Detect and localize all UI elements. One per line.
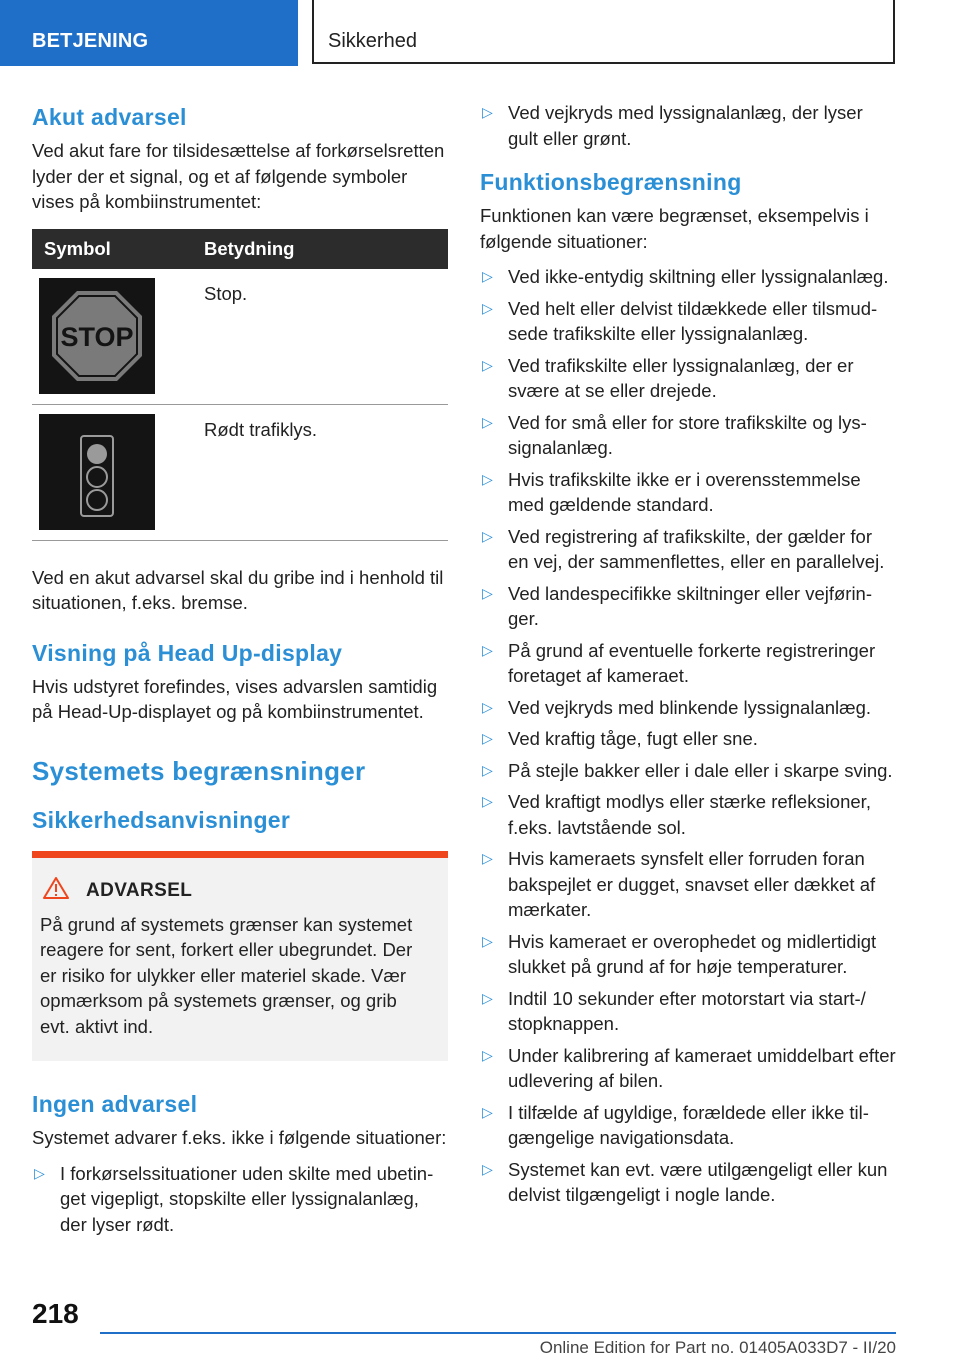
- paragraph-function-limits: Funktionen kan være begrænset, eksempelvis i følgende situationer:: [480, 205, 869, 252]
- footer-divider: [100, 1332, 896, 1334]
- list-item: ▷ Ved kraftigt modlys eller stærke refleksioner, f.eks. lavtstående sol.: [482, 791, 871, 838]
- triangle-bullet-icon: ▷: [482, 356, 493, 373]
- right-column: [480, 100, 896, 1214]
- paragraph-hud: Hvis udstyret forefindes, vises advarslen samtidig på Head-Up-displayet og på kombiinstrumentet.: [32, 675, 438, 722]
- list-item: ▷ Hvis kameraets synsfelt eller forruden foran bakspejlet er dugget, snavset eller dækket af mærkater.: [482, 848, 876, 920]
- list-item: ▷ Ved for små eller for store trafikskilte og lyssignalanlæg.: [482, 411, 867, 458]
- triangle-bullet-icon: ▷: [482, 989, 493, 1006]
- triangle-bullet-icon: ▷: [482, 932, 493, 949]
- triangle-bullet-icon: ▷: [482, 761, 493, 778]
- stop-sign-text: STOP: [60, 321, 134, 352]
- red-traffic-light-icon: [39, 414, 155, 530]
- list-item: ▷ Ved kraftig tåge, fugt eller sne.: [480, 726, 896, 752]
- list-item: ▷ Ved registrering af trafikskilte, der gælder for en vej, der sammenflettes, eller en parallelvej.: [482, 525, 885, 572]
- list-item: ▷ Ved helt eller delvist tildækkede eller tilsmudsede trafikskilte eller lyssignalanlæg.: [482, 297, 878, 344]
- triangle-bullet-icon: ▷: [482, 413, 493, 430]
- list-item: ▷ Ved vejkryds med lyssignalanlæg, der lyser gult eller grønt.: [482, 102, 863, 149]
- triangle-bullet-icon: ▷: [482, 527, 493, 544]
- table-row: [32, 269, 448, 405]
- triangle-bullet-icon: ▷: [482, 1160, 493, 1177]
- warning-triangle-icon: [42, 876, 72, 906]
- list-item: ▷ Under kalibrering af kameraet umiddelbart efter udlevering af bilen.: [482, 1044, 896, 1091]
- edition-text: Online Edition for Part no. 01405A033D7 - II/20: [539, 1338, 896, 1357]
- warning-box: [32, 851, 448, 1062]
- heading-hud: Visning på Head Up-display: [32, 639, 343, 666]
- warning-title: ADVARSEL: [86, 879, 193, 901]
- list-item: ▷ Ved ikke-entydig skiltning eller lyssignalanlæg.: [480, 264, 896, 290]
- function-limits-list: [480, 264, 896, 1208]
- heading-function-limits: Funktionsbegrænsning: [480, 169, 742, 195]
- heading-no-warning: Ingen advarsel: [32, 1091, 198, 1117]
- page-number: 218: [32, 1298, 79, 1329]
- column-header-meaning: Betydning: [204, 237, 295, 259]
- list-item: ▷ På grund af eventuelle forkerte registreringer foretaget af kameraet.: [482, 639, 876, 686]
- triangle-bullet-icon: ▷: [482, 850, 493, 866]
- paragraph-handle: Ved en akut advarsel skal du gribe ind i henhold til situationen, f.eks. bremse.: [32, 566, 444, 613]
- heading-system-limits: Systemets begrænsninger: [32, 755, 366, 786]
- no-warning-list: [32, 1161, 448, 1238]
- list-item: ▷ Ved vejkryds med blinkende lyssignalanlæg.: [480, 695, 896, 721]
- meaning-red-light: Rødt trafiklys.: [204, 418, 318, 440]
- section-tab: BETJENING: [0, 0, 298, 66]
- list-item: ▷ Ved landespecifikke skiltninger eller vejføringer.: [482, 582, 873, 629]
- triangle-bullet-icon: ▷: [482, 793, 493, 809]
- stop-sign-icon: [39, 278, 155, 394]
- triangle-bullet-icon: ▷: [34, 1164, 45, 1181]
- heading-safety: Sikkerhedsanvisninger: [32, 806, 291, 833]
- table-row: [32, 405, 448, 541]
- list-item: ▷ I tilfælde af ugyldige, forældede eller ikke tilgængelige navigationsdata.: [482, 1101, 869, 1148]
- heading-akut-advarsel: Akut advarsel: [32, 104, 187, 130]
- list-item: ▷ Indtil 10 sekunder efter motorstart via start-/ stopknappen.: [482, 987, 866, 1034]
- list-item: ▷ Hvis trafikskilte ikke er i overensstemmelse med gældende standard.: [482, 468, 861, 515]
- chapter-title: Sikkerhed: [312, 0, 895, 64]
- left-column: [32, 100, 448, 1243]
- warning-text: På grund af systemets grænser kan systemet reagere for sent, forkert eller ubegrundet. Der er risiko for ulykker eller materiel skade. Vær opmærksom på systemets grænser, og grib evt. aktivt ind.: [40, 913, 413, 1037]
- list-item: ▷ Ved trafikskilte eller lyssignalanlæg, der er svære at se eller drejede.: [482, 354, 854, 401]
- triangle-bullet-icon: ▷: [482, 299, 493, 316]
- symbol-table: [32, 229, 448, 541]
- list-item: ▷ Systemet kan evt. være utilgængeligt eller kun delvist tilgængeligt i nogle lande.: [482, 1158, 888, 1205]
- triangle-bullet-icon: ▷: [482, 470, 493, 487]
- triangle-bullet-icon: ▷: [482, 104, 493, 120]
- triangle-bullet-icon: ▷: [482, 584, 493, 601]
- triangle-bullet-icon: ▷: [482, 1046, 493, 1063]
- triangle-bullet-icon: ▷: [482, 730, 493, 746]
- paragraph-no-warning: Systemet advarer f.eks. ikke i følgende situationer:: [32, 1127, 447, 1148]
- triangle-bullet-icon: ▷: [482, 641, 493, 658]
- triangle-bullet-icon: ▷: [482, 698, 493, 715]
- page-header: [0, 0, 960, 66]
- table-header: [32, 229, 448, 269]
- column-header-symbol: Symbol: [44, 237, 111, 259]
- page-footer: [0, 1290, 960, 1362]
- triangle-bullet-icon: ▷: [482, 268, 493, 284]
- paragraph-akut: Ved akut fare for tilsidesættelse af forkørselsretten lyder der et signal, og et af følgende symboler vises på kombiinstrumentet:: [32, 140, 445, 212]
- list-item: ▷ I forkørselssituationer uden skilte med ubetinget vigepligt, stopskilte eller lyssignalanlæg, der lyser rødt.: [34, 1162, 434, 1235]
- meaning-stop: Stop.: [204, 282, 248, 304]
- top-list: [480, 100, 896, 151]
- triangle-bullet-icon: ▷: [482, 1103, 493, 1120]
- list-item: ▷ Hvis kameraet er overophedet og midlertidigt slukket på grund af for høje temperaturer.: [482, 930, 877, 977]
- list-item: ▷ På stejle bakker eller i dale eller i skarpe sving.: [480, 758, 896, 784]
